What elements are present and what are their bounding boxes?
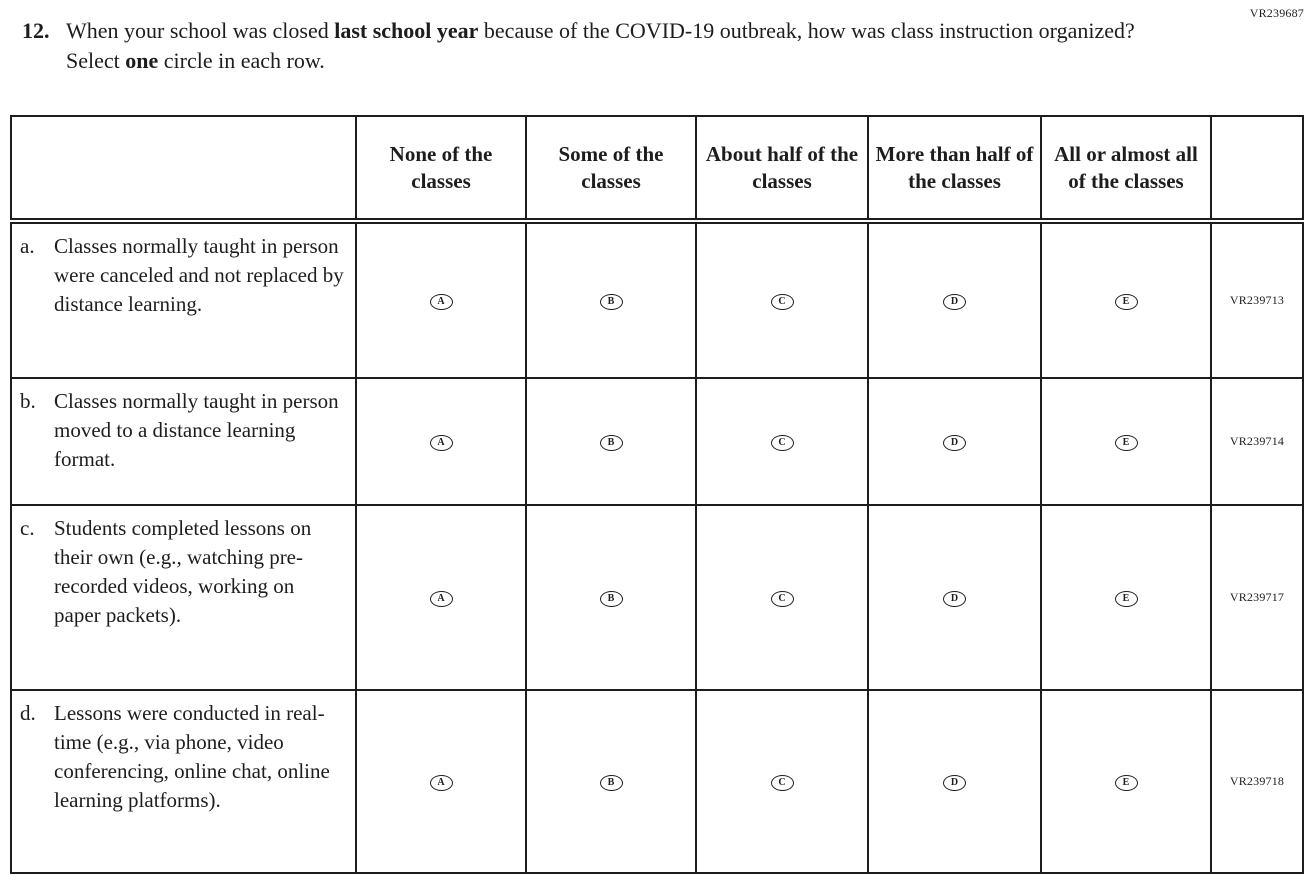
answer-bubble-b-E[interactable]: E [1115, 435, 1138, 451]
row-code-c: VR239717 [1211, 505, 1303, 690]
answer-bubble-a-E[interactable]: E [1115, 294, 1138, 310]
row-label-a [11, 221, 356, 378]
table-row-b [11, 378, 1303, 505]
bubble-cell-d-some [526, 690, 696, 873]
bubble-cell-c-about-half [696, 505, 868, 690]
header-cell-all: All or almost all of the classes [1041, 116, 1211, 221]
bubble-cell-b-about-half [696, 378, 868, 505]
header-cell-about-half: About half of the classes [696, 116, 868, 221]
bubble-cell-b-more-half [868, 378, 1041, 505]
answer-bubble-c-E[interactable]: E [1115, 591, 1138, 607]
answer-bubble-d-A[interactable]: A [430, 775, 453, 791]
bubble-cell-b-all [1041, 378, 1211, 505]
answer-bubble-c-D[interactable]: D [943, 591, 966, 607]
bubble-cell-a-more-half [868, 221, 1041, 378]
header-cell-code-blank [1211, 116, 1303, 221]
table-header-row [11, 116, 1303, 221]
answer-bubble-a-D[interactable]: D [943, 294, 966, 310]
answer-bubble-d-B[interactable]: B [600, 775, 623, 791]
answer-bubble-d-D[interactable]: D [943, 775, 966, 791]
answer-bubble-d-C[interactable]: C [771, 775, 794, 791]
row-label-c [11, 505, 356, 690]
bubble-cell-d-more-half [868, 690, 1041, 873]
question-text-part2: because of the COVID-19 outbreak, how was class instruction organized? Select [66, 18, 1135, 73]
answer-bubble-c-A[interactable]: A [430, 591, 453, 607]
header-cell-blank [11, 116, 356, 221]
row-code-a: VR239713 [1211, 221, 1303, 378]
bubble-cell-d-none [356, 690, 526, 873]
bubble-cell-d-all [1041, 690, 1211, 873]
bubble-cell-a-all [1041, 221, 1211, 378]
table-row-d [11, 690, 1303, 873]
header-cell-none: None of the classes [356, 116, 526, 221]
question-text-bold1: last school year [334, 18, 479, 43]
row-text: Classes normally taught in person moved to a distance learning format. [54, 389, 339, 471]
question-text-bold2: one [125, 47, 159, 73]
bubble-cell-d-about-half [696, 690, 868, 873]
row-code-b: VR239714 [1211, 378, 1303, 505]
bubble-cell-c-some [526, 505, 696, 690]
answer-bubble-a-A[interactable]: A [430, 294, 453, 310]
page-code: VR239687 [1249, 6, 1304, 20]
bubble-cell-b-some [526, 378, 696, 505]
answer-bubble-d-E[interactable]: E [1115, 775, 1138, 791]
answer-bubble-a-B[interactable]: B [600, 294, 623, 310]
table-row-c [11, 505, 1303, 690]
row-letter: c. [20, 516, 35, 540]
answer-bubble-b-B[interactable]: B [600, 435, 623, 451]
question-block [22, 16, 1272, 75]
answer-bubble-a-C[interactable]: C [771, 294, 794, 310]
answer-bubble-b-D[interactable]: D [943, 435, 966, 451]
row-letter: a. [20, 234, 35, 258]
bubble-cell-c-more-half [868, 505, 1041, 690]
row-code-d: VR239718 [1211, 690, 1303, 873]
header-cell-some: Some of the classes [526, 116, 696, 221]
answer-bubble-c-B[interactable]: B [600, 591, 623, 607]
question-number: 12. [22, 18, 50, 43]
row-text: Students completed lessons on their own (e.g., watching pre-recorded videos, working on paper packets). [54, 516, 312, 627]
header-cell-more-than-half: More than half of the classes [868, 116, 1041, 221]
bubble-cell-a-some [526, 221, 696, 378]
response-matrix-table [10, 115, 1304, 874]
bubble-cell-c-all [1041, 505, 1211, 690]
question-text-part1: When your school was closed [66, 18, 335, 43]
row-letter: d. [20, 701, 36, 725]
bubble-cell-a-about-half [696, 221, 868, 378]
question-text [66, 16, 1166, 75]
answer-bubble-c-C[interactable]: C [771, 591, 794, 607]
table-row-a [11, 221, 1303, 378]
row-text: Lessons were conducted in real-time (e.g., via phone, video conferencing, online chat, online learning platforms). [54, 701, 330, 812]
question-text-part3: circle in each row. [158, 47, 325, 73]
bubble-cell-c-none [356, 505, 526, 690]
bubble-cell-a-none [356, 221, 526, 378]
bubble-cell-b-none [356, 378, 526, 505]
row-letter: b. [20, 389, 36, 413]
row-label-b [11, 378, 356, 505]
answer-bubble-b-C[interactable]: C [771, 435, 794, 451]
row-text: Classes normally taught in person were canceled and not replaced by distance learning. [54, 234, 344, 316]
row-label-d [11, 690, 356, 873]
answer-bubble-b-A[interactable]: A [430, 435, 453, 451]
